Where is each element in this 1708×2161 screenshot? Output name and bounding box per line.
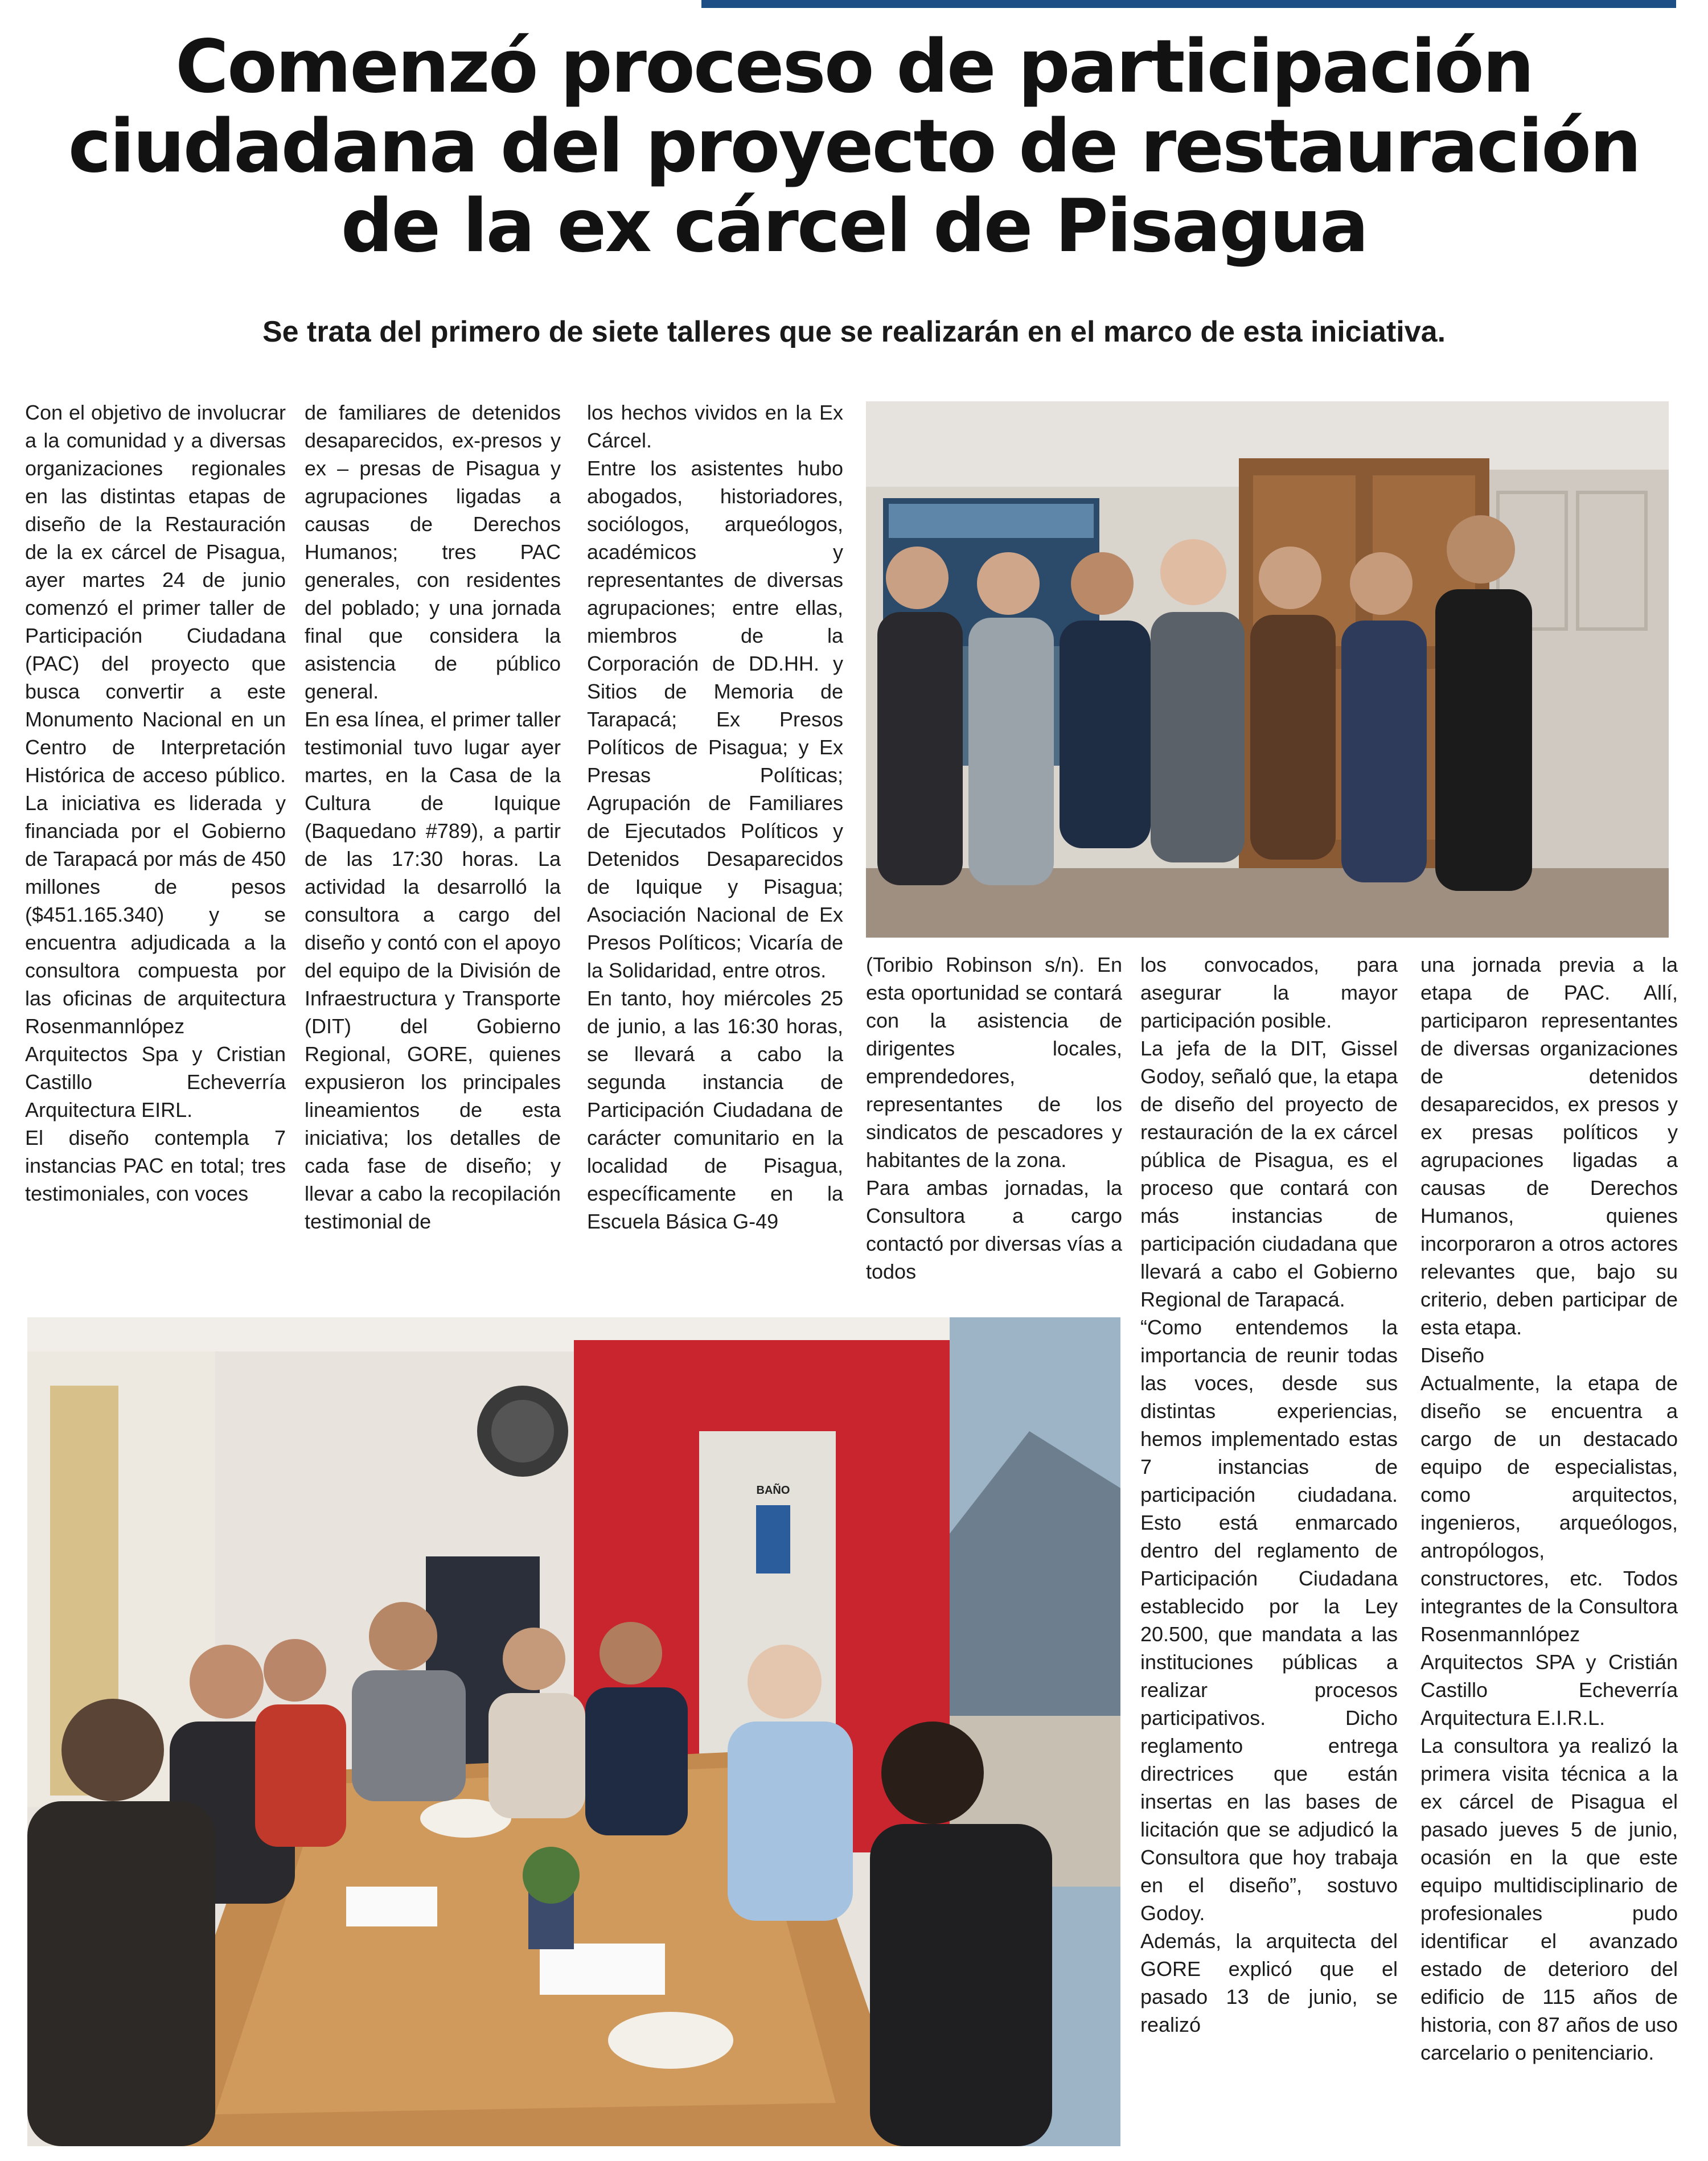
paragraph: los convocados, para asegurar la mayor participación posible. (1140, 953, 1398, 1032)
headline: Comenzó proceso de participación ciudadana del proyecto de restauración de la ex cárcel de Pisagua (68, 24, 1640, 269)
paragraph: En esa línea, el primer taller testimonial tuvo lugar ayer martes, en la Casa de la Cultura de Iquique (Baquedano #789), a partir de las 17:30 horas. La actividad la desarrolló la consultora a cargo del diseño y contó con el apoyo del equipo de la División de Infraestructura y Transporte (DIT) del Gobierno Regional, GORE, quienes expusieron los principales lineamientos de esta iniciativa; los detalles de cada fase de diseño; y llevar a cabo la recopilación testimonial de (305, 708, 561, 1233)
paragraph: Diseño (1420, 1344, 1485, 1367)
paragraph: una jornada previa a la etapa de PAC. Allí, participaron representantes de diversas organizaciones de detenidos desaparecidos, ex presos y ex presas políticos y agrupaciones ligadas a causas de Derechos Humanos, quienes incorporaron a otros actores relevantes que, bajo su criterio, deben participar de esta etapa. (1420, 953, 1678, 1339)
paragraph: de familiares de detenidos desaparecidos, ex-presos y ex – presas de Pisagua y agrupaciones ligadas a causas de Derechos Humanos; tres PAC generales, con residentes del poblado; y una jornada final que considera la asistencia de público general. (305, 401, 561, 703)
article-column-5 (1140, 951, 1398, 2141)
paragraph: los hechos vividos en la Ex Cárcel. (587, 401, 843, 452)
paragraph: Además, la arquitecta del GORE explicó que el pasado 13 de junio, se realizó (1140, 1929, 1398, 2036)
paragraph: “Como entendemos la importancia de reunir todas las voces, desde sus distintas experiencias, hemos implementado estas 7 instancias de participación ciudadana. Esto está enmarcado dentro del reglamento de Participación Ciudadana establecido por la Ley 20.500, que mandata a las instituciones públicas a realizar procesos participativos. Dicho reglamento entrega directrices que están insertas en las bases de licitación que se adjudicó la Consultora que hoy trabaja en el diseño”, sostuvo Godoy. (1140, 1316, 1398, 1925)
subtitle: Se trata del primero de siete talleres que se realizarán en el marco de esta iniciativa. (262, 315, 1446, 348)
paragraph: Entre los asistentes hubo abogados, historiadores, sociólogos, arqueólogos, académicos y representantes de diversas agrupaciones; entre ellas, miembros de la Corporación de DD.HH. y Sitios de Memoria de Tarapacá; Ex Presos Políticos de Pisagua; y Ex Presas Políticas; Agrupación de Familiares de Ejecutados Políticos y Detenidos Desaparecidos de Iquique y Pisagua; Asociación Nacional de Ex Presos Políticos; Vicaría de la Solidaridad, entre otros. (587, 457, 843, 982)
paragraph: Para ambas jornadas, la Consultora a cargo contactó por diversas vías a todos (866, 1176, 1122, 1283)
bathroom-sign-label: BAÑO (756, 1484, 790, 1497)
meeting-photo (27, 1317, 1120, 2146)
article-column-1 (25, 398, 286, 1296)
article-column-3 (587, 398, 843, 1296)
paragraph: Con el objetivo de involucrar a la comunidad y a diversas organizaciones regionales en las distintas etapas de diseño de la Restauración de la ex cárcel de Pisagua, ayer martes 24 de junio comenzó el primer taller de Participación Ciudadana (PAC) del proyecto que busca convertir a este Monumento Nacional en un Centro de Interpretación Histórica de acceso público. La iniciativa es liderada y financiada por el Gobierno de Tarapacá por más de 450 millones de pesos ($451.165.340) y se encuentra adjudicada a la consultora compuesta por las oficinas de arquitectura Rosenmannlópez Arquitectos Spa y Cristian Castillo Echeverría Arquitectura EIRL. (25, 401, 286, 1121)
paragraph: Actualmente, la etapa de diseño se encuentra a cargo de un destacado equipo de especialistas, como arquitectos, ingenieros, arqueólogos, antropólogos, constructores, etc. Todos integrantes de la Consultora Rosenmannlópez Arquitectos SPA y Cristián Castillo Echeverría Arquitectura E.I.R.L. (1420, 1371, 1678, 1729)
paragraph: (Toribio Robinson s/n). En esta oportunidad se contará con la asistencia de dirigentes locales, emprendedores, representantes de los sindicatos de pescadores y habitantes de la zona. (866, 953, 1122, 1172)
article-column-2 (305, 398, 561, 1296)
paragraph: La consultora ya realizó la primera visita técnica a la ex cárcel de Pisagua el pasado jueves 5 de junio, ocasión en la que este equipo multidisciplinario de profesionales pudo identificar el avanzado estado de deterioro del edificio de 115 años de historia, con 87 años de uso carcelario o penitenciario. (1420, 1734, 1678, 2064)
group-photo (866, 401, 1669, 938)
paragraph: El diseño contempla 7 instancias PAC en total; tres testimoniales, con voces (25, 1126, 286, 1205)
paragraph: En tanto, hoy miércoles 25 de junio, a las 16:30 horas, se llevará a cabo la segunda instancia de Participación Ciudadana de carácter comunitario en la localidad de Pisagua, específicamente en la Escuela Básica G-49 (587, 987, 843, 1233)
top-accent-rule (701, 0, 1676, 8)
article-column-4 (866, 951, 1122, 1296)
paragraph: La jefa de la DIT, Gissel Godoy, señaló que, la etapa de diseño del proyecto de restauración de la ex cárcel pública de Pisagua, es el proceso que contará con más instancias de participación ciudadana que llevará a cabo el Gobierno Regional de Tarapacá. (1140, 1037, 1398, 1311)
article-column-6 (1420, 951, 1678, 2141)
